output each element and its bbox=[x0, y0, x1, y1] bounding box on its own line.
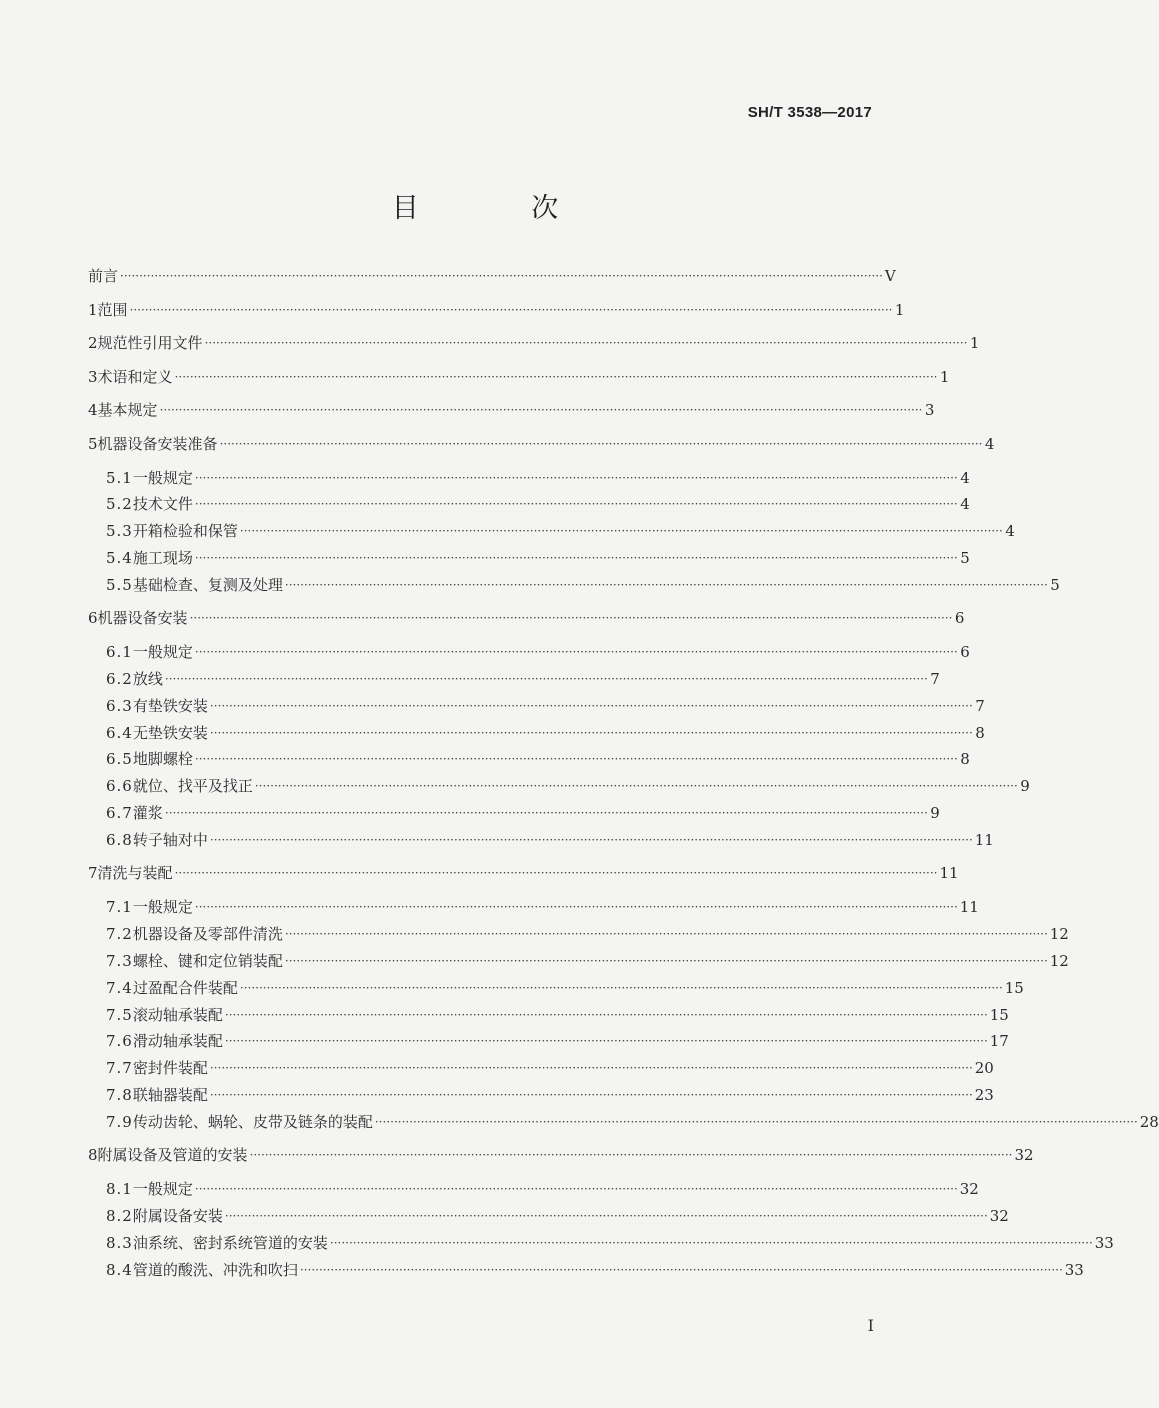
toc-entry[interactable] bbox=[106, 773, 1030, 799]
toc-entry[interactable] bbox=[106, 800, 940, 826]
toc-entry-number: 5.5 bbox=[106, 575, 133, 594]
toc-entry-page: 9 bbox=[1020, 777, 1030, 796]
toc-entry-page: 9 bbox=[930, 804, 940, 822]
dot-leader: ········································································································································································································ bbox=[249, 1148, 1013, 1163]
toc-entry-label: 管道的酸洗、冲洗和吹扫 bbox=[132, 1260, 298, 1279]
dot-leader: ········································································································································································································ bbox=[120, 269, 883, 283]
toc-entry-number: 8.4 bbox=[106, 1260, 133, 1279]
toc-entry-label: 术语和定义 bbox=[97, 367, 173, 386]
dot-leader: ········································································································································································································ bbox=[239, 980, 1003, 995]
toc-entry-page: 20 bbox=[974, 1059, 994, 1078]
toc-entry-label: 前言 bbox=[88, 267, 119, 285]
dot-leader: ········································································································································································································ bbox=[374, 1114, 1138, 1129]
toc-entry-page: 23 bbox=[974, 1085, 994, 1104]
toc-entry[interactable] bbox=[88, 605, 965, 631]
toc-entry-page: 5 bbox=[960, 548, 970, 567]
toc-entry-label: 一般规定 bbox=[132, 898, 193, 917]
toc-entry-label: 附属设备及管道的安装 bbox=[97, 1146, 248, 1165]
dot-leader: ········································································································································································································ bbox=[194, 550, 958, 565]
toc-entry-label: 有垫铁安装 bbox=[132, 696, 208, 715]
toc-entry-page: 11 bbox=[974, 830, 994, 849]
toc-entry-label: 开箱检验和保管 bbox=[132, 522, 238, 541]
toc-entry-number: 7.9 bbox=[106, 1112, 133, 1131]
toc-entry[interactable] bbox=[106, 545, 970, 571]
toc-entry-label: 一般规定 bbox=[132, 1180, 193, 1199]
toc-entry-number: 8.3 bbox=[106, 1233, 133, 1252]
dot-leader: ········································································································································································································ bbox=[164, 806, 928, 820]
toc-entry-page: 17 bbox=[989, 1032, 1009, 1051]
toc-entry[interactable] bbox=[106, 894, 979, 920]
dot-leader: ········································································································································································································ bbox=[174, 866, 938, 881]
toc-entry-number: 7.1 bbox=[106, 898, 133, 917]
dot-leader: ········································································································································································································ bbox=[219, 436, 983, 451]
toc-entry-page: 4 bbox=[960, 468, 970, 487]
toc-entry-page: 3 bbox=[924, 401, 935, 419]
toc-entry-page: 28 bbox=[1139, 1112, 1159, 1131]
toc-entry-number: 4 bbox=[88, 401, 98, 419]
toc-entry[interactable] bbox=[106, 827, 994, 853]
toc-entry[interactable] bbox=[88, 263, 896, 289]
toc-entry[interactable] bbox=[106, 1176, 979, 1202]
toc-entry-number: 7.2 bbox=[106, 925, 133, 944]
toc-entry[interactable] bbox=[106, 975, 1024, 1001]
toc-entry-page: 6 bbox=[954, 609, 965, 628]
toc-entry-label: 螺栓、键和定位销装配 bbox=[132, 951, 283, 970]
toc-entry-number: 6.5 bbox=[106, 750, 133, 769]
toc-entry-number: 3 bbox=[88, 367, 98, 386]
dot-leader: ········································································································································································································ bbox=[209, 832, 973, 847]
toc-entry[interactable] bbox=[88, 330, 980, 356]
document-code: SH/T 3538—2017 bbox=[747, 104, 872, 121]
toc-entry-number: 5.1 bbox=[106, 468, 133, 487]
toc-entry-number: 7.3 bbox=[106, 951, 133, 970]
toc-entry-page: 6 bbox=[960, 643, 970, 662]
toc-entry-page: V bbox=[884, 267, 896, 285]
dot-leader: ········································································································································································································ bbox=[174, 369, 938, 384]
toc-entry-page: 1 bbox=[894, 300, 905, 319]
toc-entry-page: 8 bbox=[960, 750, 970, 769]
toc-entry[interactable] bbox=[106, 639, 970, 665]
dot-leader: ········································································································································································································ bbox=[194, 900, 958, 915]
toc-entry-page: 33 bbox=[1064, 1260, 1084, 1279]
toc-entry[interactable] bbox=[88, 297, 905, 323]
toc-entry-label: 放线 bbox=[132, 670, 163, 688]
dot-leader: ········································································································································································································ bbox=[254, 779, 1018, 794]
page-title: 目 次 bbox=[391, 193, 611, 224]
toc-entry-number: 5.4 bbox=[106, 548, 133, 567]
toc-entry-number: 7 bbox=[88, 864, 98, 883]
dot-leader: ········································································································································································································ bbox=[224, 1209, 988, 1223]
toc-entry-label: 地脚螺栓 bbox=[132, 750, 193, 769]
dot-leader: ········································································································································································································ bbox=[204, 336, 968, 350]
toc-entry-label: 就位、找平及找正 bbox=[132, 777, 253, 796]
dot-leader: ········································································································································································································ bbox=[194, 752, 958, 767]
toc-entry-page: 15 bbox=[1004, 978, 1024, 997]
toc-entry-number: 6.7 bbox=[106, 804, 133, 822]
toc-entry[interactable] bbox=[88, 397, 935, 423]
toc-entry-page: 4 bbox=[984, 434, 995, 453]
toc-entry[interactable] bbox=[106, 518, 1015, 544]
toc-entry-label: 机器设备安装 bbox=[97, 609, 188, 628]
toc-entry-label: 清洗与装配 bbox=[97, 864, 173, 883]
dot-leader: ········································································································································································································ bbox=[209, 698, 973, 713]
toc-entry-page: 5 bbox=[1050, 575, 1060, 594]
toc-entry[interactable] bbox=[106, 1230, 1114, 1256]
toc-entry-page: 7 bbox=[975, 696, 985, 715]
toc-entry-label: 过盈配合件装配 bbox=[132, 978, 238, 997]
dot-leader: ········································································································································································································ bbox=[164, 672, 928, 686]
toc-entry-page: 33 bbox=[1094, 1233, 1114, 1252]
toc-entry-number: 5.3 bbox=[106, 522, 133, 541]
toc-entry-page: 15 bbox=[989, 1005, 1009, 1024]
toc-entry-number: 2 bbox=[88, 334, 98, 352]
dot-leader: ········································································································································································································ bbox=[224, 1007, 988, 1022]
toc-entry-label: 机器设备及零部件清洗 bbox=[132, 925, 283, 944]
toc-entry-page: 32 bbox=[959, 1180, 979, 1199]
dot-leader: ········································································································································································································ bbox=[284, 953, 1048, 968]
toc-entry-page: 12 bbox=[1049, 925, 1069, 944]
dot-leader: ········································································································································································································ bbox=[284, 577, 1048, 592]
dot-leader: ········································································································································································································ bbox=[224, 1034, 988, 1049]
toc-entry[interactable] bbox=[106, 1002, 1009, 1028]
toc-entry-number: 8.2 bbox=[106, 1207, 133, 1225]
toc-entry-number: 6.3 bbox=[106, 696, 133, 715]
toc-entry-label: 附属设备安装 bbox=[132, 1207, 223, 1225]
toc-entry[interactable] bbox=[106, 948, 1069, 974]
toc-entry-number: 7.5 bbox=[106, 1005, 133, 1024]
toc-entry[interactable] bbox=[106, 1109, 1159, 1135]
toc-entry-number: 7.6 bbox=[106, 1032, 133, 1051]
toc-entry-number: 8 bbox=[88, 1146, 98, 1165]
toc-entry[interactable] bbox=[88, 1142, 1034, 1168]
toc-entry-page: 4 bbox=[1005, 522, 1015, 541]
toc-entry-label: 一般规定 bbox=[132, 468, 193, 487]
page-number: I bbox=[867, 1316, 874, 1335]
toc-entry-label: 灌浆 bbox=[132, 804, 163, 822]
toc-entry-page: 1 bbox=[969, 334, 980, 352]
toc-entry-label: 密封件装配 bbox=[132, 1059, 208, 1078]
toc-entry-page: 1 bbox=[939, 367, 950, 386]
toc-entry[interactable] bbox=[88, 860, 959, 886]
toc-entry-number: 6.4 bbox=[106, 723, 133, 742]
toc-entry-number: 6.2 bbox=[106, 670, 133, 688]
toc-entry-label: 施工现场 bbox=[132, 548, 193, 567]
toc-entry[interactable] bbox=[106, 1028, 1009, 1054]
toc-entry[interactable] bbox=[106, 666, 940, 692]
toc-entry[interactable] bbox=[106, 1257, 1084, 1283]
dot-leader: ········································································································································································································ bbox=[284, 927, 1048, 942]
dot-leader: ········································································································································································································ bbox=[329, 1235, 1093, 1250]
toc-entry-label: 机器设备安装准备 bbox=[97, 434, 218, 453]
toc-entry[interactable] bbox=[106, 746, 970, 772]
toc-entry-page: 12 bbox=[1049, 951, 1069, 970]
toc-entry-label: 联轴器装配 bbox=[132, 1085, 208, 1104]
toc-entry-number: 6 bbox=[88, 609, 98, 628]
dot-leader: ········································································································································································································ bbox=[194, 497, 958, 512]
toc-entry-number: 7.7 bbox=[106, 1059, 133, 1078]
toc-entry[interactable] bbox=[88, 431, 995, 457]
toc-entry[interactable] bbox=[106, 572, 1060, 598]
toc-entry-label: 基础检查、复测及处理 bbox=[132, 575, 283, 594]
toc-entry-label: 技术文件 bbox=[132, 495, 193, 514]
toc-entry-label: 一般规定 bbox=[132, 643, 193, 662]
dot-leader: ········································································································································································································ bbox=[194, 1182, 958, 1197]
toc-entry-page: 4 bbox=[960, 495, 970, 514]
toc-entry[interactable] bbox=[106, 465, 970, 491]
toc-entry[interactable] bbox=[106, 1055, 994, 1081]
dot-leader: ········································································································································································································ bbox=[209, 1087, 973, 1102]
toc-entry-page: 11 bbox=[959, 898, 979, 917]
toc-entry-label: 范围 bbox=[97, 300, 128, 319]
dot-leader: ········································································································································································································ bbox=[129, 302, 893, 317]
toc-entry-page: 8 bbox=[975, 723, 985, 742]
dot-leader: ········································································································································································································ bbox=[159, 403, 923, 417]
toc-entry-number: 5.2 bbox=[106, 495, 133, 514]
toc-entry-number: 6.1 bbox=[106, 643, 133, 662]
toc-entry-page: 11 bbox=[939, 864, 959, 883]
dot-leader: ········································································································································································································ bbox=[189, 611, 953, 626]
toc-entry-label: 基本规定 bbox=[97, 401, 158, 419]
toc-entry-page: 7 bbox=[930, 670, 940, 688]
toc-entry[interactable] bbox=[106, 720, 985, 746]
toc-entry-label: 滚动轴承装配 bbox=[132, 1005, 223, 1024]
toc-entry[interactable] bbox=[106, 1082, 994, 1108]
toc-entry-number: 6.6 bbox=[106, 777, 133, 796]
dot-leader: ········································································································································································································ bbox=[299, 1262, 1063, 1277]
toc-entry[interactable] bbox=[106, 1203, 1009, 1229]
dot-leader: ········································································································································································································ bbox=[194, 645, 958, 660]
toc-entry[interactable] bbox=[88, 364, 950, 390]
toc-entry-number: 7.4 bbox=[106, 978, 133, 997]
toc-entry-label: 转子轴对中 bbox=[132, 830, 208, 849]
toc-entry-number: 7.8 bbox=[106, 1085, 133, 1104]
toc-entry-page: 32 bbox=[1014, 1146, 1034, 1165]
dot-leader: ········································································································································································································ bbox=[239, 524, 1003, 539]
toc-entry-label: 传动齿轮、蜗轮、皮带及链条的装配 bbox=[132, 1112, 373, 1131]
toc-entry-number: 8.1 bbox=[106, 1180, 133, 1199]
toc-entry-page: 32 bbox=[989, 1207, 1009, 1225]
toc-entry-number: 5 bbox=[88, 434, 98, 453]
toc-entry-label: 无垫铁安装 bbox=[132, 723, 208, 742]
toc-entry-label: 滑动轴承装配 bbox=[132, 1032, 223, 1051]
dot-leader: ········································································································································································································ bbox=[194, 470, 958, 485]
toc-entry-number: 6.8 bbox=[106, 830, 133, 849]
toc-entry-label: 规范性引用文件 bbox=[97, 334, 203, 352]
toc-entry-number: 1 bbox=[88, 300, 98, 319]
dot-leader: ········································································································································································································ bbox=[209, 725, 973, 740]
toc-entry[interactable] bbox=[106, 921, 1069, 947]
dot-leader: ········································································································································································································ bbox=[209, 1061, 973, 1076]
toc-entry-label: 油系统、密封系统管道的安装 bbox=[132, 1233, 328, 1252]
toc-entry[interactable] bbox=[106, 491, 970, 517]
toc-entry[interactable] bbox=[106, 693, 985, 719]
